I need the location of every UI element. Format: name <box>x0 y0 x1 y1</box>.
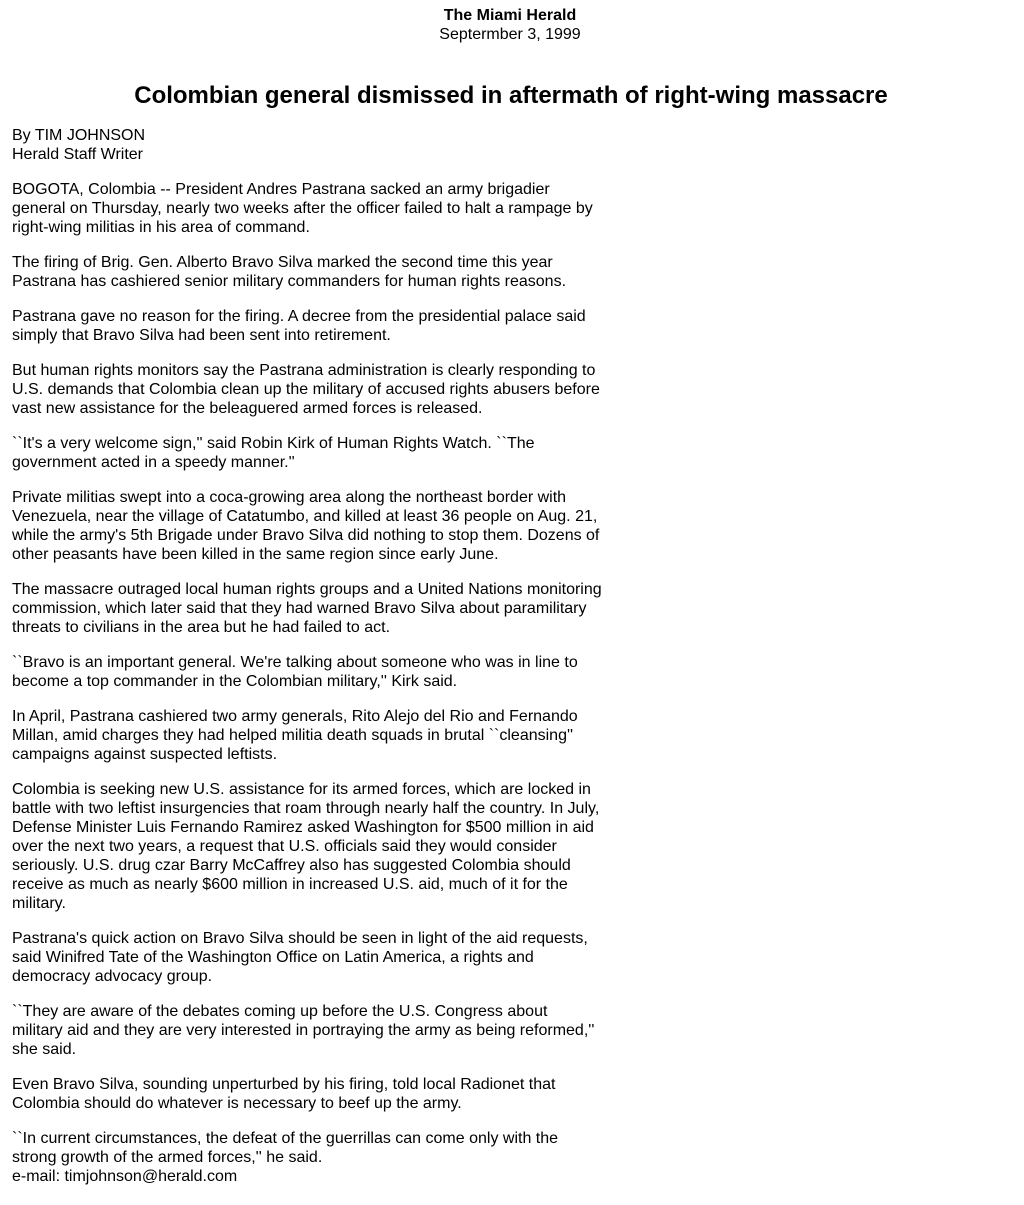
article-headline: Colombian general dismissed in aftermath of right-wing massacre <box>134 82 888 109</box>
article-body <box>12 126 602 1186</box>
byline <box>12 126 602 164</box>
article-paragraph: Private militias swept into a coca-growing area along the northeast border with Venezuela, near the village of Catatumbo, and killed at least 36 people on Aug. 21, while the army's 5th Brigade under Bravo Silva did nothing to stop them. Dozens of other peasants have been killed in the same region since early June. <box>12 489 600 563</box>
masthead <box>0 6 1020 44</box>
article-paragraph: ``In current circumstances, the defeat of the guerrillas can come only with the strong growth of the armed forces,'' he said. <box>12 1130 559 1166</box>
author-email: e-mail: timjohnson@herald.com <box>12 1168 238 1185</box>
article-paragraph: Pastrana's quick action on Bravo Silva should be seen in light of the aid requests, said Winifred Tate of the Washington Office on Latin America, a rights and democracy advocacy group. <box>12 930 588 985</box>
article-paragraph: Even Bravo Silva, sounding unperturbed by his firing, told local Radionet that Colombia should do whatever is necessary to beef up the army. <box>12 1076 556 1112</box>
article-paragraph: In April, Pastrana cashiered two army generals, Rito Alejo del Rio and Fernando Millan, amid charges they had helped militia death squads in brutal ``cleansing'' campaigns against suspected leftists. <box>12 708 578 763</box>
article-paragraph: ``It's a very welcome sign,'' said Robin Kirk of Human Rights Watch. ``The government acted in a speedy manner.'' <box>12 435 535 471</box>
article-paragraph: ``They are aware of the debates coming up before the U.S. Congress about military aid and they are very interested in portraying the army as being reformed,'' she said. <box>12 1003 595 1058</box>
publication-name: The Miami Herald <box>443 7 577 24</box>
byline-author: By TIM JOHNSON <box>12 127 146 144</box>
article-paragraph: BOGOTA, Colombia -- President Andres Pastrana sacked an army brigadier general on Thursday, nearly two weeks after the officer failed to halt a rampage by right-wing militias in his area of command. <box>12 181 593 236</box>
article-paragraph: Colombia is seeking new U.S. assistance for its armed forces, which are locked in battle with two leftist insurgencies that roam through nearly half the country. In July, Defense Minister Luis Fernando Ramirez asked Washington for $500 million in aid over the next two years, a request that U.S. officials said they would consider seriously. U.S. drug czar Barry McCaffrey also has suggested Colombia should receive as much as nearly $600 million in increased U.S. aid, much of it for the military. <box>12 781 600 912</box>
article-paragraph: The firing of Brig. Gen. Alberto Bravo Silva marked the second time this year Pastrana has cashiered senior military commanders for human rights reasons. <box>12 254 567 290</box>
article-paragraph: ``Bravo is an important general. We're talking about someone who was in line to become a top commander in the Colombian military,'' Kirk said. <box>12 654 578 690</box>
article-paragraph: But human rights monitors say the Pastrana administration is clearly responding to U.S. demands that Colombia clean up the military of accused rights abusers before vast new assistance for the beleaguered armed forces is released. <box>12 362 600 417</box>
article-paragraph: Pastrana gave no reason for the firing. A decree from the presidential palace said simply that Bravo Silva had been sent into retirement. <box>12 308 586 344</box>
publication-date: Septermber 3, 1999 <box>439 26 581 43</box>
article-paragraph: The massacre outraged local human rights groups and a United Nations monitoring commission, which later said that they had warned Bravo Silva about paramilitary threats to civilians in the area but he had failed to act. <box>12 581 602 636</box>
byline-role: Herald Staff Writer <box>12 146 144 163</box>
